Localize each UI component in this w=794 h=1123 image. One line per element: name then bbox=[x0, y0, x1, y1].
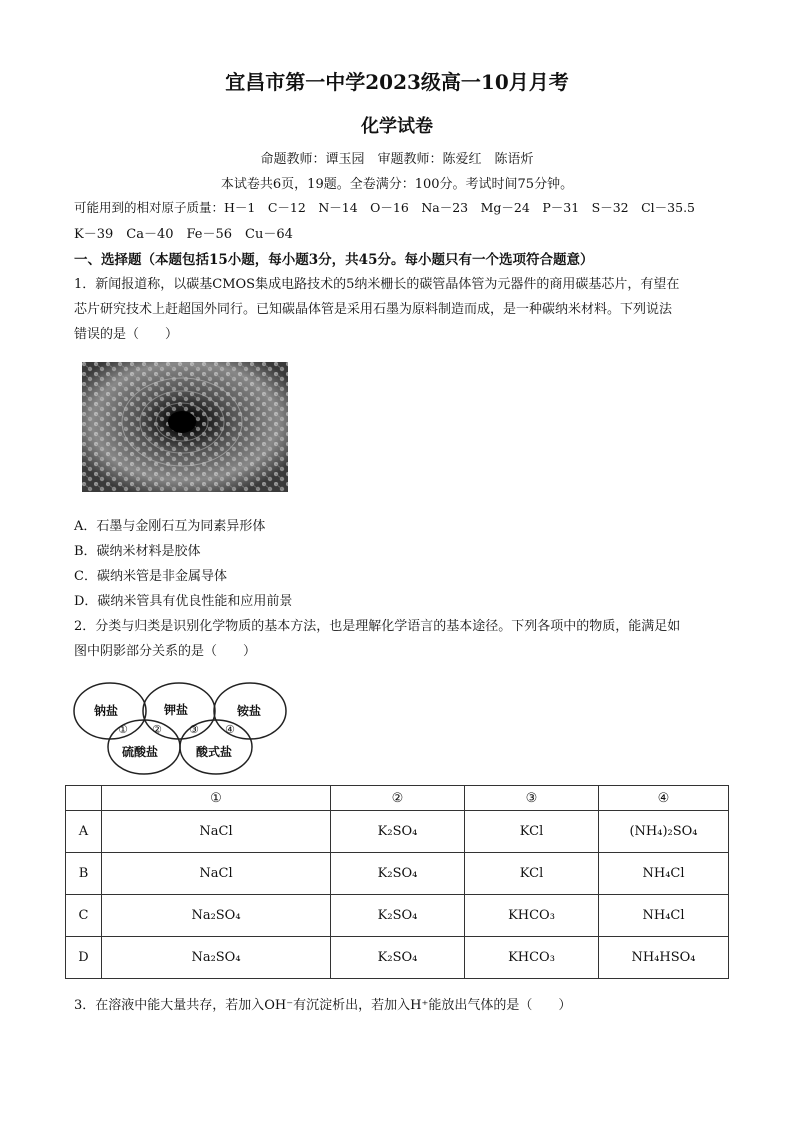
table-header-row bbox=[66, 786, 729, 811]
table-cell: K₂SO₄ bbox=[331, 937, 465, 979]
table-row bbox=[66, 895, 729, 937]
q3-text-1: 3．在溶液中能大量共存，若加入OH⁻有沉淀析出，若加入H⁺能放出气体的是（ ） bbox=[74, 998, 572, 1013]
table-cell: Na₂SO₄ bbox=[102, 895, 331, 937]
q1-option-c: C．碳纳米管是非金属导体 bbox=[74, 569, 227, 584]
venn-label-ammonium: 铵盐 bbox=[237, 704, 262, 718]
table-cell: Na₂SO₄ bbox=[102, 937, 331, 979]
table-cell: K₂SO₄ bbox=[331, 895, 465, 937]
section-heading: 一、选择题（本题包括15小题，每小题3分，共45分。每小题只有一个选项符合题意） bbox=[74, 252, 594, 268]
table-row bbox=[66, 853, 729, 895]
q1-text-3: 错误的是（ ） bbox=[74, 327, 179, 342]
table-header-cell: ② bbox=[331, 786, 465, 811]
row-label: B bbox=[66, 853, 102, 895]
table-cell: NH₄Cl bbox=[599, 895, 729, 937]
q1-text-2: 芯片研究技术上赶超国外同行。已知碳晶体管是采用石墨为原料制造而成，是一种碳纳米材料。下列说法 bbox=[74, 302, 673, 317]
teachers-line: 命题教师：谭玉园 审题教师：陈爱红 陈语炘 bbox=[260, 152, 534, 167]
table-cell: KCl bbox=[465, 811, 599, 853]
venn-label-sulfate: 硫酸盐 bbox=[122, 745, 159, 759]
table-cell: NH₄HSO₄ bbox=[599, 937, 729, 979]
venn-marker-4: ④ bbox=[225, 723, 235, 736]
atomic-mass-line-1: 可能用到的相对原子质量：H－1 C－12 N－14 O－16 Na－23 Mg－24 P－31 S－32 Cl－35.5 bbox=[74, 200, 696, 215]
venn-marker-1: ① bbox=[118, 723, 128, 736]
exam-subtitle: 化学试卷 bbox=[361, 116, 433, 137]
venn-marker-3: ③ bbox=[189, 723, 199, 736]
venn-label-potassium: 钾盐 bbox=[164, 703, 189, 717]
carbon-nanotube-image bbox=[82, 362, 288, 492]
table-row bbox=[66, 937, 729, 979]
q2-text-2: 图中阴影部分关系的是（ ） bbox=[74, 644, 257, 659]
table-cell: K₂SO₄ bbox=[331, 811, 465, 853]
table-cell: KHCO₃ bbox=[465, 895, 599, 937]
table-header-cell: ① bbox=[102, 786, 331, 811]
table-header-cell: ④ bbox=[599, 786, 729, 811]
row-label: A bbox=[66, 811, 102, 853]
table-cell: NaCl bbox=[102, 811, 331, 853]
table-row bbox=[66, 811, 729, 853]
venn-diagram bbox=[72, 677, 294, 777]
table-cell: KCl bbox=[465, 853, 599, 895]
table-cell: (NH₄)₂SO₄ bbox=[599, 811, 729, 853]
q2-text-1: 2．分类与归类是识别化学物质的基本方法，也是理解化学语言的基本途径。下列各项中的物质，能满足如 bbox=[74, 619, 681, 634]
atomic-mass-line-2: K－39 Ca－40 Fe－56 Cu－64 bbox=[74, 227, 293, 242]
table-cell: NH₄Cl bbox=[599, 853, 729, 895]
table-cell: K₂SO₄ bbox=[331, 853, 465, 895]
q1-option-a: A．石墨与金刚石互为同素异形体 bbox=[74, 519, 266, 534]
q1-option-d: D．碳纳米管具有优良性能和应用前景 bbox=[74, 594, 293, 609]
exam-title: 宜昌市第一中学2023级高一10月月考 bbox=[225, 70, 569, 94]
table-header-cell bbox=[66, 786, 102, 811]
q1-text-1: 1．新闻报道称，以碳基CMOS集成电路技术的5纳米栅长的碳管晶体管为元器件的商用碳基芯片，有望在 bbox=[74, 277, 680, 292]
q2-answer-table bbox=[65, 785, 729, 979]
venn-marker-2: ② bbox=[152, 723, 162, 736]
row-label: D bbox=[66, 937, 102, 979]
row-label: C bbox=[66, 895, 102, 937]
table-cell: NaCl bbox=[102, 853, 331, 895]
exam-info-line: 本试卷共6页，19题。全卷满分：100分。考试时间75分钟。 bbox=[220, 177, 574, 192]
venn-label-sodium: 钠盐 bbox=[94, 704, 119, 718]
venn-label-acid-salt: 酸式盐 bbox=[196, 745, 233, 759]
q1-option-b: B．碳纳米材料是胶体 bbox=[74, 544, 201, 559]
table-cell: KHCO₃ bbox=[465, 937, 599, 979]
table-header-cell: ③ bbox=[465, 786, 599, 811]
